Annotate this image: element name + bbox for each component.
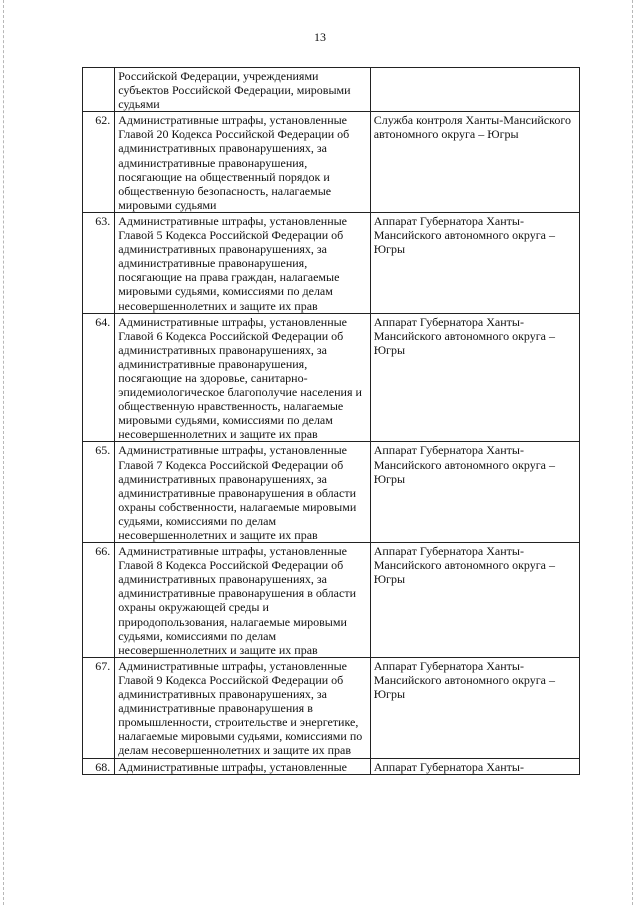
row-number: 67. xyxy=(83,657,115,758)
revenue-description: Административные штрафы, установленные Главой 6 Кодекса Российской Федерации об административных правонарушениях, за административные правонарушения, посягающие на здоровье, санитарно-эпидемиологическое благополучие населения и общественную нравственность, налагаемые мировыми судьями, комиссиями по делам несовершеннолетних и защите их прав xyxy=(115,313,371,442)
administrator-name: Аппарат Губернатора Ханты-Мансийского автономного округа – Югры xyxy=(370,212,579,313)
row-number: 68. xyxy=(83,758,115,774)
administrator-name: Аппарат Губернатора Ханты-Мансийского автономного округа – Югры xyxy=(370,313,579,442)
table-row xyxy=(83,442,580,543)
row-number: 64. xyxy=(83,313,115,442)
administrator-name: Аппарат Губернатора Ханты-Мансийского автономного округа – Югры xyxy=(370,442,579,543)
table-row xyxy=(83,68,580,112)
administrator-name xyxy=(370,68,579,112)
revenue-administrators-table xyxy=(82,67,580,775)
revenue-description: Административные штрафы, установленные Главой 9 Кодекса Российской Федерации об административных правонарушениях, за административные правонарушения в промышленности, строительстве и энергетике, налагаемые мировыми судьями, комиссиями по делам несовершеннолетних и защите их прав xyxy=(115,657,371,758)
scan-edge-right xyxy=(632,0,633,905)
revenue-description: Российской Федерации, учреждениями субъектов Российской Федерации, мировыми судьями xyxy=(115,68,371,112)
revenue-description: Административные штрафы, установленные Главой 8 Кодекса Российской Федерации об административных правонарушениях, за административные правонарушения в области охраны окружающей среды и природопользования, налагаемые мировыми судьями, комиссиями по делам несовершеннолетних и защите их прав xyxy=(115,543,371,658)
administrator-name: Аппарат Губернатора Ханты-Мансийского автономного округа – Югры xyxy=(370,657,579,758)
scan-edge-left xyxy=(3,0,4,905)
table-row xyxy=(83,543,580,658)
row-number: 63. xyxy=(83,212,115,313)
table-row xyxy=(83,212,580,313)
administrator-name: Служба контроля Ханты-Мансийского автономного округа – Югры xyxy=(370,112,579,213)
administrator-name: Аппарат Губернатора Ханты- xyxy=(370,758,579,774)
revenue-description: Административные штрафы, установленные Главой 5 Кодекса Российской Федерации об административных правонарушениях, за административные правонарушения, посягающие на права граждан, налагаемые мировыми судьями, комиссиями по делам несовершеннолетних и защите их прав xyxy=(115,212,371,313)
table-row xyxy=(83,313,580,442)
row-number: 62. xyxy=(83,112,115,213)
row-number: 66. xyxy=(83,543,115,658)
table-row xyxy=(83,112,580,213)
row-number: 65. xyxy=(83,442,115,543)
revenue-description: Административные штрафы, установленные xyxy=(115,758,371,774)
row-number xyxy=(83,68,115,112)
administrator-name: Аппарат Губернатора Ханты-Мансийского автономного округа – Югры xyxy=(370,543,579,658)
page-number: 13 xyxy=(314,30,326,44)
revenue-description: Административные штрафы, установленные Главой 20 Кодекса Российской Федерации об административных правонарушениях, за административные правонарушения, посягающие на общественный порядок и общественную безопасность, налагаемые мировыми судьями xyxy=(115,112,371,213)
revenue-description: Административные штрафы, установленные Главой 7 Кодекса Российской Федерации об административных правонарушениях, за административные правонарушения в области охраны собственности, налагаемые мировыми судьями, комиссиями по делам несовершеннолетних и защите их прав xyxy=(115,442,371,543)
table-row xyxy=(83,657,580,758)
table-row xyxy=(83,758,580,774)
